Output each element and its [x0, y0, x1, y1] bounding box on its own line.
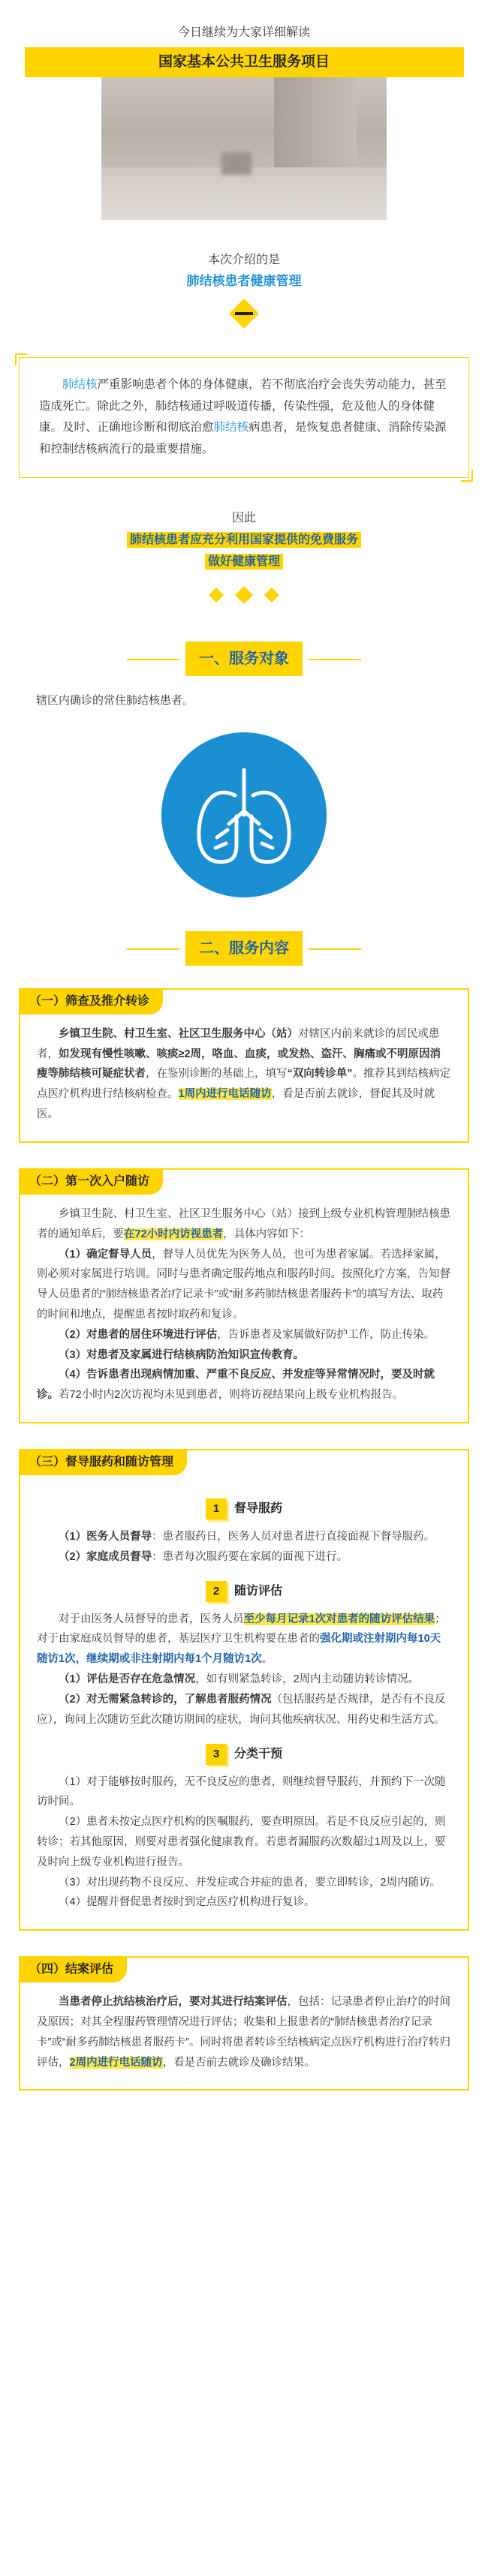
card1-t5: “双向转诊单” — [287, 1068, 353, 1081]
card2-p1 — [37, 1204, 451, 1245]
card3-s2p2 — [37, 1670, 451, 1690]
card2-p5 — [37, 1365, 451, 1405]
sub3-label: 分类干预 — [233, 1747, 282, 1760]
section1-text: 辖区内确诊的常住肺结核患者。 — [36, 693, 194, 707]
sub2-label: 随访评估 — [233, 1584, 282, 1598]
card1-paragraph — [37, 1024, 451, 1125]
card3-s2p1c: ；对于由家庭成员督导的患者，基层医疗卫生机构要在患者的 — [37, 1613, 446, 1646]
photo-blur — [221, 152, 252, 175]
therefore-label: 因此 — [231, 511, 256, 525]
card2-tag: （二）第一次入户随访 — [19, 1168, 163, 1195]
description-box — [19, 357, 469, 478]
card4-paragraph — [37, 1992, 451, 2073]
card1-t1: 乡镇卫生院、村卫生室、社区卫生服务中心（站） — [59, 1027, 298, 1040]
card3-s2p3a: （2）对无需紧急转诊的，了解患者服药情况 — [59, 1693, 272, 1706]
sub1-number: 1 — [206, 1498, 227, 1519]
card3-s3p4: （4）提醒并督促患者按时到定点医疗机构进行复诊。 — [59, 1896, 315, 1909]
card-closing — [19, 1956, 469, 2091]
card1-t6: 。推荐其到结核病定点医疗机构进行结核病检查。 — [37, 1068, 450, 1101]
card3-s2p2b: ，如有则紧急转诊，2周内主动随访转诊情况。 — [195, 1673, 420, 1686]
card3-s1p2 — [37, 1547, 451, 1568]
card2-p2b: ，督导人员优先为医务人员，也可为患者家属。若选择家属，则必须对家属进行培训。同时与患者确定服药地点和服药时间。按照化疗方案，告知督导人员患者的“肺结核患者治疗记录卡”或“耐多药肺结核患者服药卡”的填写方法、取药的时间和地点，提醒患者按时取药和复诊。 — [37, 1248, 450, 1321]
header-photo — [101, 77, 387, 220]
card3-s3p1: （1）对于能够按时服药，无不良反应的患者，则继续督导服药，并预约下一次随访时间。 — [37, 1775, 446, 1808]
card3-s2p1a: 对于由医务人员督导的患者，医务人员 — [59, 1613, 244, 1625]
intro-topic: 肺结核患者健康管理 — [186, 273, 302, 288]
sub1-label: 督导服药 — [233, 1502, 282, 1515]
card4-p1a: 当患者停止抗结核治疗后，要对其进行结案评估 — [59, 1996, 288, 2009]
card3-s2p1e: 。 — [261, 1653, 273, 1666]
description-part2: 病患者，是恢复患者健康、消除传染源和控制结核病流行的最重要措施。 — [39, 421, 447, 456]
therefore-line1: 肺结核患者应充分利用国家提供的免费服务 — [127, 532, 361, 548]
card3-s2p2a: （1）评估是否存在危急情况 — [59, 1673, 196, 1686]
card4-tag: （四）结案评估 — [19, 1956, 127, 1982]
card3-s1p1 — [37, 1527, 451, 1547]
card3-s2p1d: 强化期或注射期内每10天随访1次，继续期或非注射期内每1个月随访1次 — [37, 1633, 441, 1666]
card1-t4: ，在鉴别诊断的基础上，填写 — [146, 1068, 288, 1081]
card4-p1b: ，包括：记录患者停止治疗的时间及原因；对其全程服药管理情况进行评估；收集和上报患者的“肺结核患者治疗记录卡”或“耐多药肺结核患者服药卡”。同时将患者转诊至结核病定点医疗机构进行治疗转归评估， — [37, 1996, 450, 2069]
card3-sub3 — [37, 1744, 451, 1765]
intro-label: 本次介绍的是 — [207, 254, 280, 267]
card-first-visit — [19, 1168, 469, 1423]
card2-p4: （3）对患者及家属进行结核病防治知识宣传教育。 — [59, 1348, 305, 1361]
card-supervision — [19, 1449, 469, 1931]
card3-s2p3b: （包括服药是否规律，是否有不良反应），询问上次随访至此次随访期间的症状，询问其他疾病状况、用药史和生活方式。 — [37, 1693, 446, 1726]
card1-t7: 1周内进行电话随访 — [178, 1088, 272, 1101]
sub2-number: 2 — [206, 1581, 227, 1602]
card3-s2p3 — [37, 1690, 451, 1730]
card3-s3p3: （3）对出现药物不良反应、并发症或合并症的患者，要立即转诊，2周内随访。 — [59, 1876, 441, 1889]
card3-s1p2b: ：患者每次服药要在家属的面视下进行。 — [152, 1550, 348, 1563]
intro-title: 国家基本公共卫生服务项目 — [25, 47, 464, 77]
sub3-number: 3 — [206, 1744, 227, 1765]
card3-s1p1a: （1）医务人员督导 — [59, 1531, 152, 1543]
card2-p1c: ，具体内容如下： — [223, 1228, 311, 1240]
description-part1: 严重影响患者个体的身体健康，若不彻底治疗会丧失劳动能力，甚至造成死亡。除此之外，肺结核通过呼吸道传播，传染性强，危及他人的身体健康。及时、正确地诊断和彻底治愈 — [39, 378, 447, 434]
card3-s1p1b: ：患者服药日，医务人员对患者进行直接面视下督导服药。 — [152, 1531, 435, 1543]
card2-p2 — [37, 1245, 451, 1325]
card1-t2: 对辖区内前来就诊的居民或患者， — [37, 1027, 440, 1060]
card4-p1d: ，看是否前去就诊及确诊结果。 — [162, 2056, 315, 2069]
section1-heading-wrap — [0, 642, 488, 676]
card2-p2a: （1）确定督导人员 — [59, 1248, 152, 1261]
section2-heading: 二、服务内容 — [185, 931, 303, 966]
card3-s1p2a: （2）家庭成员督导 — [59, 1550, 152, 1563]
card1-tag: （一）筛查及推介转诊 — [19, 988, 163, 1014]
description-term: 肺结核 — [62, 378, 98, 392]
card2-p3b: ，告诉患者及家属做好防护工作，防止传染。 — [217, 1328, 435, 1341]
card2-p1b: 在72小时内访视患者 — [124, 1228, 224, 1240]
card2-p5b: 若72小时内2次访视均未见到患者，则将访视结果向上级专业机构报告。 — [59, 1389, 404, 1402]
card1-t8: ，看是否前去就诊，督促其及时就医。 — [37, 1088, 435, 1121]
lungs-icon — [0, 732, 488, 904]
card3-sub1 — [37, 1498, 451, 1519]
card2-p3 — [37, 1325, 451, 1345]
therefore-line2: 做好健康管理 — [205, 554, 283, 570]
card1-t3: 如发现有慢性咳嗽、咳痰≥2周，咯血、血痰，或发热、盗汗、胸痛或不明原因消瘦等肺结核可疑症状者 — [37, 1048, 441, 1081]
photo-floor — [101, 167, 387, 220]
decor-diamonds-icon — [0, 585, 488, 612]
description-term2: 肺结核 — [213, 421, 249, 434]
diamond-icon — [0, 297, 488, 337]
card3-s2p1 — [37, 1610, 451, 1670]
card3-s2p1b: 至少每月记录1次对患者的随访评估结果 — [243, 1613, 435, 1625]
card2-p1a: 乡镇卫生院、村卫生室、社区卫生服务中心（站）接到上级专业机构管理肺结核患者的通知单后，要 — [37, 1207, 450, 1240]
card3-sub2 — [37, 1581, 451, 1602]
card2-p5a: （4）告诉患者出现病情加重、严重不良反应、并发症等异常情况时，要及时就诊。 — [37, 1369, 435, 1402]
section2-heading-wrap — [0, 931, 488, 966]
section1-heading: 一、服务对象 — [185, 642, 303, 676]
card4-p1c: 2周内进行电话随访 — [69, 2056, 163, 2069]
card-screening — [19, 988, 469, 1143]
intro-lead: 今日继续为大家详细解读 — [177, 26, 310, 39]
card2-p3a: （2）对患者的居住环境进行评估 — [59, 1328, 218, 1341]
card3-s3p2: （2）患者未按定点医疗机构的医嘱服药，要查明原因。若是不良反应引起的，则转诊；若其他原因，则要对患者强化健康教育。若患者漏服药次数超过1周及以上，要及时向上级专业机构进行报告。 — [37, 1816, 446, 1868]
card3-tag: （三）督导服药和随访管理 — [19, 1449, 187, 1475]
